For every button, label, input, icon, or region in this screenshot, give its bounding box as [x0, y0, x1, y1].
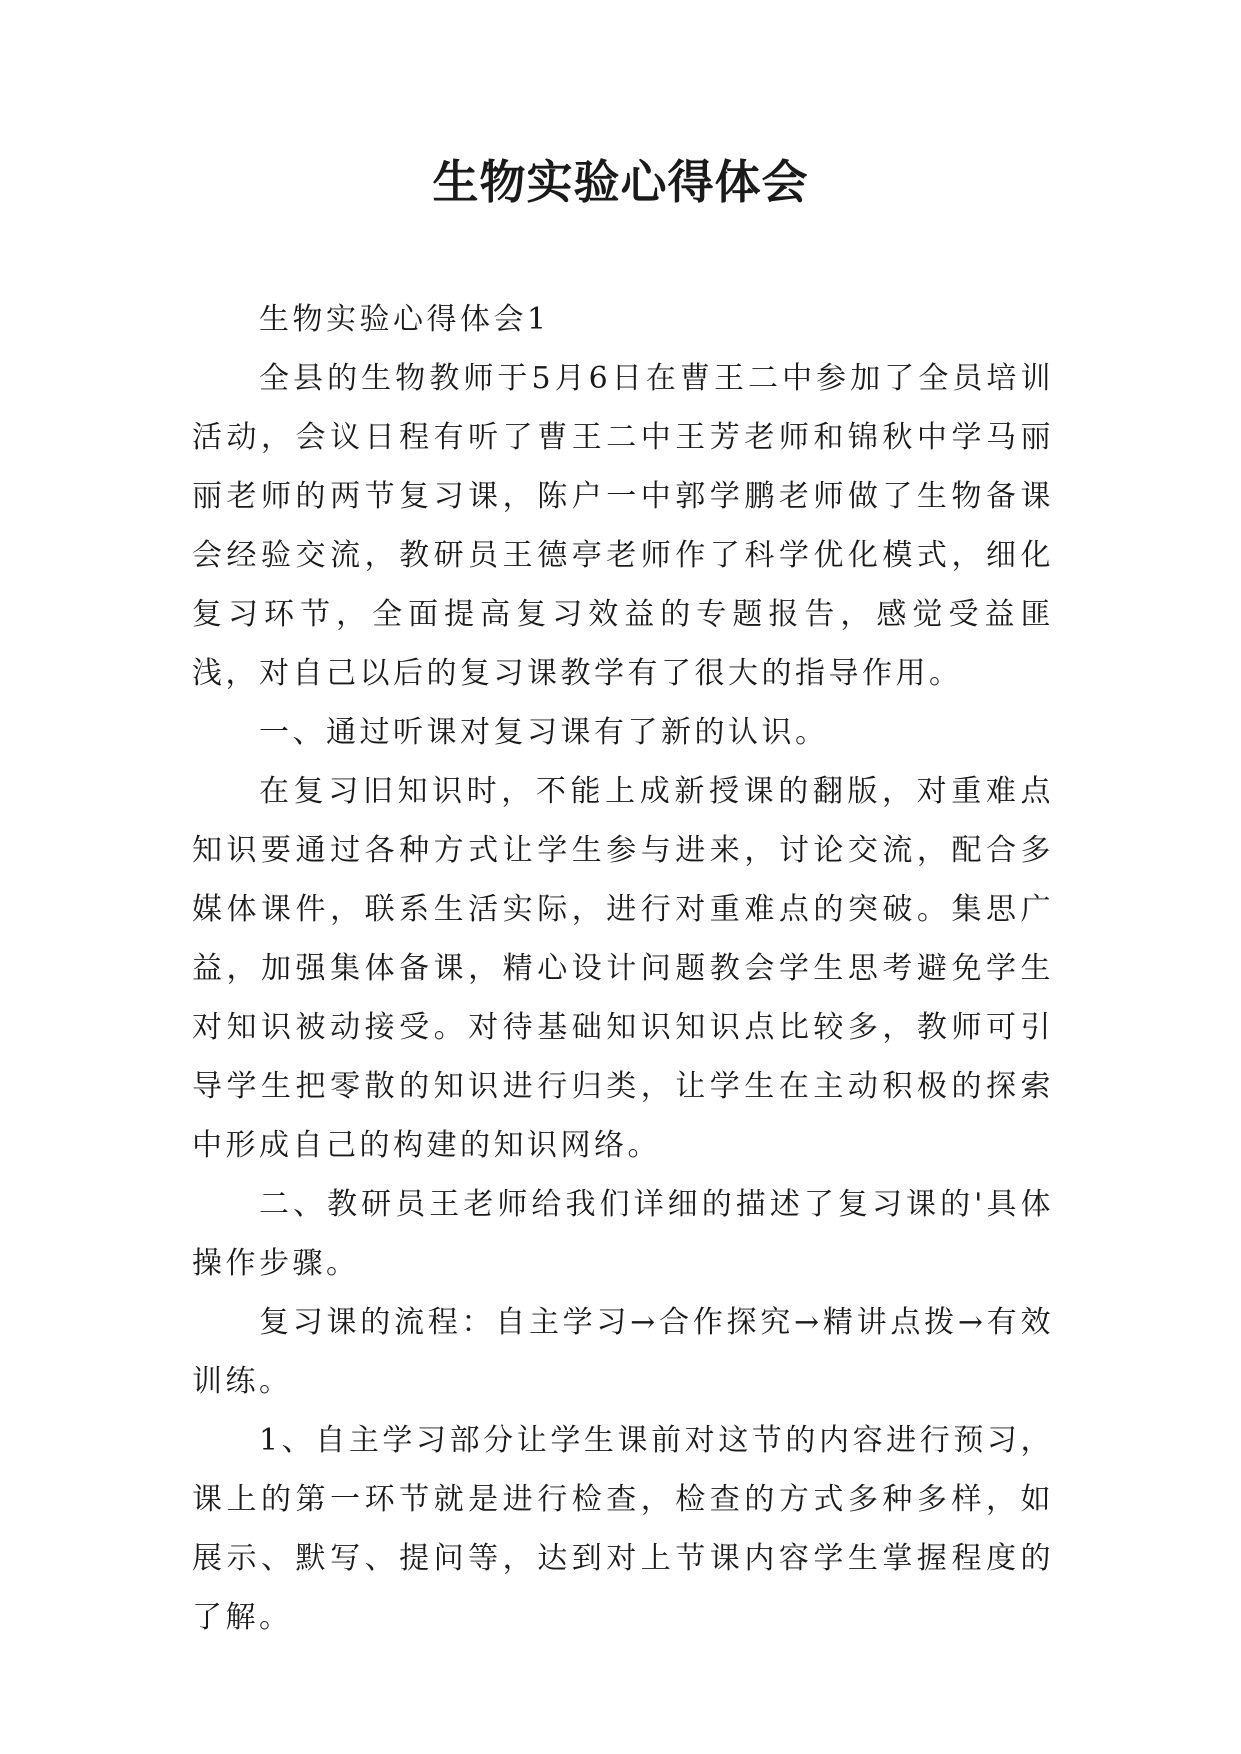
- paragraph: 全县的生物教师于5月6日在曹王二中参加了全员培训活动，会议日程有听了曹王二中王芳老师和锦秋中学马丽丽老师的两节复习课，陈户一中郭学鹏老师做了生物备课会经验交流，教研员王德亭老师作了科学优化模式，细化复习环节，全面提高复习效益的专题报告，感觉受益匪浅，对自己以后的复习课教学有了很大的指导作用。: [192, 361, 1054, 691]
- section-heading: 生物实验心得体会1: [259, 302, 550, 337]
- section-heading: 二、教研员王老师给我们详细的描述了复习课的'具体操作步骤。: [192, 1187, 1054, 1281]
- paragraph: 复习课的流程：自主学习→合作探究→精讲点拨→有效训练。: [192, 1305, 1054, 1399]
- paragraph: 1、自主学习部分让学生课前对这节的内容进行预习，课上的第一环节就是进行检查，检查的方式多种多样，如展示、默写、提问等，达到对上节课内容学生掌握程度的了解。: [192, 1423, 1054, 1635]
- paragraph: 在复习旧知识时，不能上成新授课的翻版，对重难点知识要通过各种方式让学生参与进来，讨论交流，配合多媒体课件，联系生活实际，进行对重难点的突破。集思广益，加强集体备课，精心设计问题教会学生思考避免学生对知识被动接受。对待基础知识知识点比较多，教师可引导学生把零散的知识进行归类，让学生在主动积极的探索中形成自己的构建的知识网络。: [192, 774, 1054, 1163]
- document-title: 生物实验心得体会: [432, 155, 809, 209]
- document-body: [192, 290, 1054, 1647]
- section-heading: 一、通过听课对复习课有了新的认识。: [259, 715, 829, 750]
